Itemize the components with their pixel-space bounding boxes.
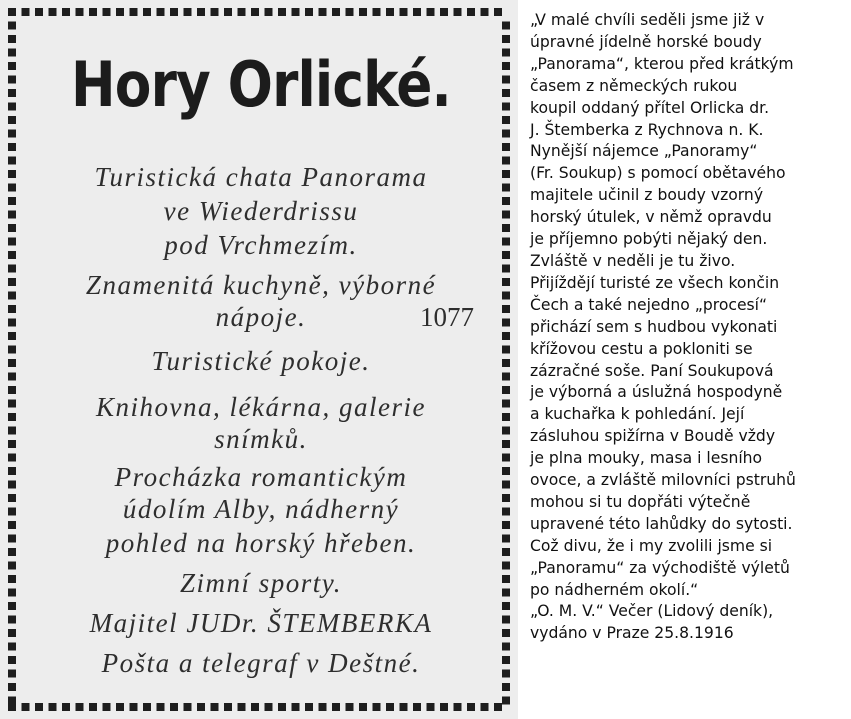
border-dot [494,8,502,16]
quote-line: Zvláště v neděli je tu živo. [530,251,736,270]
border-dot [8,494,16,502]
ad-line: pod Vrchmezím. [164,230,358,260]
border-dot [400,703,408,711]
border-dot [170,8,178,16]
border-dot [8,35,16,43]
border-dot [319,8,327,16]
ad-line: údolím Alby, nádherný [122,494,400,524]
border-dot [502,656,510,664]
border-dot [413,8,421,16]
border-dot [8,251,16,259]
quote-date: vydáno v Praze 25.8.1916 [530,624,734,643]
border-dot [76,703,84,711]
border-dot [170,703,178,711]
border-dot [8,170,16,178]
border-dot [103,8,111,16]
border-dot [502,22,510,30]
border-dot [502,427,510,435]
ad-line: Turistické pokoje. [151,346,371,376]
ad-line: Procházka romantickým [114,462,408,492]
quote-line: přichází sem s hudbou vykonati [530,317,778,336]
border-dot [8,697,16,705]
border-dot [346,8,354,16]
border-dot [8,575,16,583]
border-dot [502,602,510,610]
border-dot [502,683,510,691]
border-dot [305,703,313,711]
border-dot [157,703,165,711]
border-dot [481,8,489,16]
border-dot [8,211,16,219]
border-dot [502,400,510,408]
border-dot [292,703,300,711]
border-dot [502,616,510,624]
border-dot [278,8,286,16]
quote-line: koupil oddaný přítel Orlicka dr. [530,98,770,117]
border-dot [359,703,367,711]
ad-line: pohled na horský hřeben. [105,528,417,558]
border-dot [502,224,510,232]
quote-line: horský útulek, v němž opravdu [530,208,772,227]
border-dot [502,467,510,475]
quote-line: zásluhou spižírna v Boudě vždy [530,427,776,446]
border-dot [502,305,510,313]
border-dot [8,454,16,462]
border-dot [373,8,381,16]
border-dot [467,703,475,711]
border-dot [8,197,16,205]
border-dot [8,683,16,691]
border-dot [8,602,16,610]
quote-source: „O. M. V.“ Večer (Lidový deník), [530,602,774,621]
border-dot [211,8,219,16]
border-dot [8,548,16,556]
border-dot [184,8,192,16]
quote-line: Nynější nájemce „Panoramy“ [530,142,758,161]
border-dot [8,130,16,138]
border-dot [502,238,510,246]
border-dot [143,8,151,16]
border-dot [8,481,16,489]
border-dot [8,373,16,381]
border-dot [8,535,16,543]
border-dot [502,292,510,300]
border-dot [8,143,16,151]
border-dot [502,251,510,259]
border-dot [265,703,273,711]
border-dot [373,703,381,711]
border-dot [502,89,510,97]
border-dot [332,8,340,16]
border-dot [502,157,510,165]
border-dot [481,703,489,711]
border-dot [502,49,510,57]
border-dot [224,8,232,16]
ad-line: nápoje. [215,302,307,332]
border-dot [502,454,510,462]
ad-line: Pošta a telegraf v Deštné. [101,648,421,678]
border-dot [8,521,16,529]
border-dot [8,184,16,192]
border-dot [502,265,510,273]
border-dot [8,332,16,340]
quote-line: mohou si tu dopřáti výtečně [530,492,751,511]
border-dot [238,8,246,16]
border-dot [319,703,327,711]
border-dot [116,8,124,16]
border-dot [35,703,43,711]
ad-line: Zimní sporty. [179,568,343,598]
border-dot [8,116,16,124]
border-dot [502,319,510,327]
border-dot [502,130,510,138]
border-dot [292,8,300,16]
quote-line: ovoce, a zvláště milovníci pstruhů [530,471,796,490]
border-dot [184,703,192,711]
quote-line: je výborná a úslužná hospodyně [530,383,783,402]
border-dot [8,22,16,30]
quote-line: je příjemno pobýti nějaký den. [530,230,768,249]
ad-number: 1077 [420,302,474,332]
quote-line: Čech a také nejedno „procesí“ [530,295,768,314]
border-dot [130,703,138,711]
border-dot [35,8,43,16]
border-dot [502,575,510,583]
border-dot [502,373,510,381]
border-dot [502,116,510,124]
border-dot [197,703,205,711]
border-dot [8,467,16,475]
quote-line: upravené této lahůdky do sytosti. [530,514,793,533]
quote-text [530,10,848,645]
border-dot [238,703,246,711]
border-dot [346,703,354,711]
border-dot [502,481,510,489]
border-dot [8,589,16,597]
border-dot [8,292,16,300]
border-dot [197,8,205,16]
border-dot [494,703,502,711]
border-dot [62,703,70,711]
border-dot [8,386,16,394]
quote-line: „Panorama“, kterou před krátkým [530,54,794,73]
quote-line: úpravné jídelně horské boudy [530,32,762,51]
border-dot [278,703,286,711]
border-dot [8,508,16,516]
border-dot [386,703,394,711]
quote-line: a kuchařka k pohledání. Její [530,405,745,424]
quote-line: Přijíždějí turisté ze všech končin [530,273,780,292]
border-dot [502,143,510,151]
border-dot [8,49,16,57]
border-dot [305,8,313,16]
border-dot [502,359,510,367]
border-dot [502,629,510,637]
border-dot [502,170,510,178]
ad-line: Majitel JUDr. ŠTEMBERKA [89,608,433,638]
border-dot [89,703,97,711]
ad-line: Knihovna, lékárna, galerie [96,392,426,422]
border-dot [8,319,16,327]
border-dot [103,703,111,711]
quote-line: „V malé chvíli seděli jsme již v [530,11,765,29]
border-dot [502,643,510,651]
border-dot [8,157,16,165]
border-dot [502,184,510,192]
border-dot [8,8,16,16]
border-dot [8,359,16,367]
border-dot [8,616,16,624]
border-dot [427,8,435,16]
border-dot [8,427,16,435]
border-dot [8,346,16,354]
border-dot [502,670,510,678]
border-dot [265,8,273,16]
border-dot [8,656,16,664]
border-dot [89,8,97,16]
border-dot [502,103,510,111]
border-dot [8,440,16,448]
border-dot [8,238,16,246]
border-dot [502,440,510,448]
border-dot [8,103,16,111]
border-dot [211,703,219,711]
quote-line: Což divu, že i my zvolili jsme si [530,536,773,555]
border-dot [8,670,16,678]
border-dot [8,278,16,286]
advertisement-body [30,30,492,693]
border-dot [76,8,84,16]
border-dot [502,589,510,597]
border-dot [49,703,57,711]
border-dot [130,8,138,16]
border-dot [400,8,408,16]
border-dot [8,413,16,421]
quote-line: časem z německých rukou [530,76,738,95]
ad-line: Turistická chata Panorama [94,162,428,192]
border-dot [502,548,510,556]
border-dot [502,508,510,516]
border-dot [8,62,16,70]
quote-line: zázračné soše. Paní Soukupová [530,361,774,380]
border-dot [332,703,340,711]
border-dot [22,703,30,711]
border-dot [502,535,510,543]
border-dot [502,197,510,205]
border-dot [22,8,30,16]
border-dot [502,697,510,705]
border-dot [502,346,510,354]
border-dot [143,703,151,711]
border-dot [502,494,510,502]
quote-line: „Panoramu“ za východiště výletů [530,558,790,577]
border-dot [502,35,510,43]
border-dot [8,305,16,313]
quote-line: (Fr. Soukup) s pomocí obětavého [530,164,786,183]
border-dot [454,8,462,16]
border-dot [251,703,259,711]
border-dot [8,265,16,273]
border-dot [8,400,16,408]
quote-line: po nádherném okolí.“ [530,580,699,599]
border-dot [251,8,259,16]
border-dot [157,8,165,16]
quote-line: majitele učinil z boudy vzorný [530,186,764,205]
border-dot [8,89,16,97]
border-dot [454,703,462,711]
border-dot [8,562,16,570]
quote-line: křížovou cestu a pokloniti se [530,339,753,358]
border-dot [427,703,435,711]
border-dot [502,413,510,421]
border-dot [502,332,510,340]
border-dot [467,8,475,16]
border-dot [49,8,57,16]
border-dot [8,629,16,637]
ad-title: Hory Orlické. [71,48,451,121]
border-dot [502,521,510,529]
border-dot [8,643,16,651]
ad-line: Znamenitá kuchyně, výborné [85,270,437,300]
border-dot [359,8,367,16]
border-dot [502,211,510,219]
border-dot [502,76,510,84]
quote-line: je plna mouky, masa i lesního [530,449,763,468]
border-dot [8,76,16,84]
border-dot [502,278,510,286]
ad-line: snímků. [214,424,308,454]
border-dot [8,224,16,232]
border-dot [502,562,510,570]
border-dot [502,386,510,394]
border-dot [502,62,510,70]
border-dot [440,703,448,711]
border-dot [386,8,394,16]
quote-line: J. Štemberka z Rychnova n. K. [530,120,764,139]
ad-line: ve Wiederdrissu [163,196,359,226]
border-dot [62,8,70,16]
border-dot [116,703,124,711]
border-dot [224,703,232,711]
border-dot [440,8,448,16]
border-dot [413,703,421,711]
